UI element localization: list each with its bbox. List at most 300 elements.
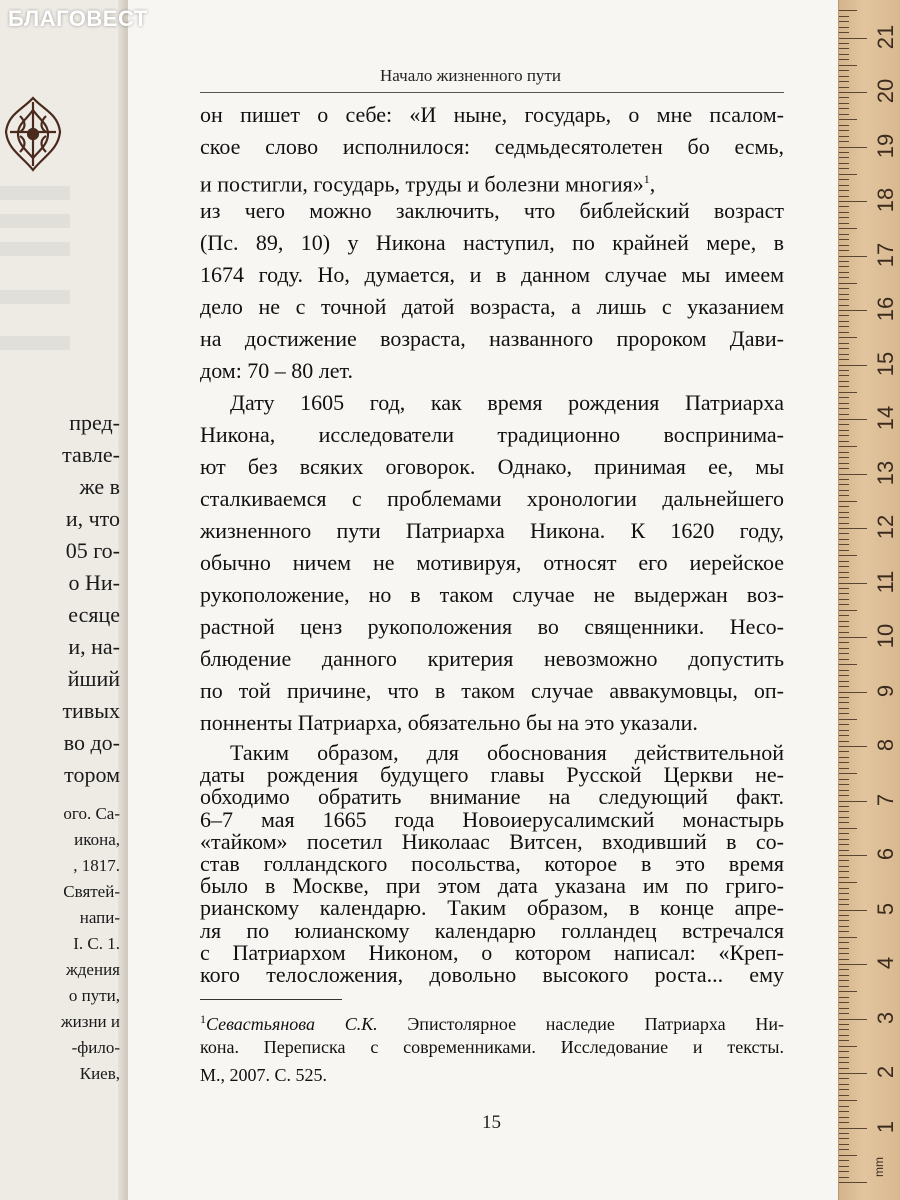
left-text-fragment: и, на- <box>68 634 120 659</box>
ruler-tick <box>839 348 849 349</box>
ruler-tick <box>839 266 849 267</box>
ruler-tick <box>839 937 857 938</box>
ruler-tick <box>839 408 849 409</box>
ruler-tick <box>839 441 849 442</box>
ruler-tick <box>839 610 857 611</box>
ruler-tick <box>839 648 849 649</box>
ruler-tick <box>839 926 849 927</box>
footnote-line: М., 2007. С. 525. <box>200 1065 328 1085</box>
text-line: 1674 году. Но, думается, и в данном случае мы имеем <box>200 262 784 287</box>
ruler-number: 17 <box>873 242 898 268</box>
ruler-tick <box>839 463 849 464</box>
ruler-tick <box>839 414 849 415</box>
ruler-tick <box>839 566 849 567</box>
ruler-tick <box>839 686 849 687</box>
ruler-tick <box>839 871 849 872</box>
ruler-number: 8 <box>873 738 898 752</box>
ruler-tick <box>839 833 849 834</box>
footnote-rule <box>200 999 342 1000</box>
ruler-number: 20 <box>873 78 898 104</box>
ruler-tick <box>839 583 867 584</box>
ruler-tick <box>839 386 849 387</box>
ruler-tick <box>839 877 849 878</box>
text-line: сталкиваемся с проблемами хронологии дальнейшего <box>200 486 784 511</box>
ruler-tick <box>839 103 849 104</box>
ruler-tick <box>839 1078 849 1079</box>
ruler-tick <box>839 196 849 197</box>
ruler-tick <box>839 664 857 665</box>
ruler-tick <box>839 817 849 818</box>
ruler-number: 13 <box>873 460 898 486</box>
ruler-tick <box>839 784 849 785</box>
ruler-tick <box>839 239 849 240</box>
left-footnote-fragment: , 1817. <box>73 856 120 875</box>
footnote-author: Севастьянова С.К. <box>206 1014 378 1034</box>
ruler-tick <box>839 1166 849 1167</box>
ornament-icon <box>0 92 66 176</box>
left-text-fragment: тором <box>64 762 120 787</box>
text-line: даты рождения будущего главы Русской Церкви не- <box>200 762 784 787</box>
ruler-number: 19 <box>873 133 898 159</box>
left-footnote-fragment: напи- <box>79 908 120 927</box>
ruler-tick <box>839 81 849 82</box>
ruler-tick <box>839 626 849 627</box>
ruler-tick <box>839 1155 857 1156</box>
ruler-tick <box>839 975 849 976</box>
ruler-tick <box>839 1106 849 1107</box>
ruler-tick <box>839 1013 849 1014</box>
text-line: (Пс. 89, 10) у Никона наступил, по крайней мере, в <box>200 230 784 255</box>
ruler-tick <box>839 931 849 932</box>
ruler-tick <box>839 768 849 769</box>
ruler-tick <box>839 860 849 861</box>
ruler-tick <box>839 866 849 867</box>
ruler-tick <box>839 245 849 246</box>
ruler-tick <box>839 713 849 714</box>
ruler-tick <box>839 572 849 573</box>
text-line: понненты Патриарха, обязательно бы на это указали. <box>200 710 698 735</box>
ruler-tick <box>839 59 849 60</box>
text-line: Дату 1605 год, как время рождения Патриарха <box>230 390 784 415</box>
ruler-number: 16 <box>873 296 898 322</box>
footnote-text: Эпистолярное наследие Патриарха Ни- <box>377 1014 785 1034</box>
ruler-tick <box>839 343 849 344</box>
text-line: став голландского посольства, которое в это время <box>200 851 784 876</box>
ruler-tick <box>839 751 849 752</box>
ruler-tick <box>839 741 849 742</box>
ruler-tick <box>839 882 857 883</box>
ruler-tick <box>839 32 849 33</box>
ruler-tick <box>839 719 857 720</box>
ruler-tick <box>839 959 849 960</box>
ruler-tick <box>839 474 867 475</box>
ruler-tick <box>839 354 849 355</box>
ruler-tick <box>839 953 849 954</box>
left-footnote-fragment: -фило- <box>71 1038 120 1057</box>
ruler-tick <box>839 277 849 278</box>
text-line: из чего можно заключить, что библейский возраст <box>200 198 784 223</box>
ruler-tick <box>839 1002 849 1003</box>
ruler-tick <box>839 893 849 894</box>
ruler-number: 18 <box>873 187 898 213</box>
ruler-tick <box>839 310 867 311</box>
ruler-number: 1 <box>873 1120 898 1134</box>
ruler-tick <box>839 986 849 987</box>
ruler-tick <box>839 206 849 207</box>
ruler-number: 4 <box>873 956 898 970</box>
ruler-tick <box>839 419 867 420</box>
ruler-tick <box>839 1128 867 1129</box>
text-line: он пишет о себе: «И ныне, государь, о мне псалом- <box>200 102 784 127</box>
ruler-tick <box>839 1095 849 1096</box>
ruler-tick <box>839 125 849 126</box>
ruler-tick <box>839 152 849 153</box>
ruler-tick <box>839 1117 849 1118</box>
ruler-tick <box>839 392 857 393</box>
ruler-tick <box>839 653 849 654</box>
text-line: жизненного пути Патриарха Никона. К 1620 году, <box>200 518 784 543</box>
ruler-tick <box>839 762 849 763</box>
ruler-tick <box>839 735 849 736</box>
ruler-tick <box>839 501 857 502</box>
ruler-tick <box>839 692 867 693</box>
text-line: 6–7 мая 1665 года Новоиерусалимский монастырь <box>200 807 784 832</box>
ruler-tick <box>839 1177 849 1178</box>
ruler-tick <box>839 899 849 900</box>
ruler-tick <box>839 256 867 257</box>
left-text-fragment: же в <box>79 474 120 499</box>
ruler-tick <box>839 964 867 965</box>
ruler-tick <box>839 163 849 164</box>
ruler-tick <box>839 1008 849 1009</box>
ruler-tick <box>839 512 849 513</box>
ruler-tick <box>839 288 849 289</box>
left-text-fragment: пред- <box>69 410 120 435</box>
running-head: Начало жизненного пути <box>380 66 561 85</box>
ruler-tick <box>839 370 849 371</box>
ruler-tick <box>839 48 849 49</box>
ruler-tick <box>839 577 849 578</box>
ruler-tick <box>839 119 857 120</box>
ruler-tick <box>839 446 857 447</box>
footnote-line <box>200 1006 784 1037</box>
ruler-tick <box>839 523 849 524</box>
ruler-tick <box>839 424 849 425</box>
ruler-tick <box>839 517 849 518</box>
ruler-tick <box>839 670 849 671</box>
left-footnote-fragment: Киев, <box>79 1064 120 1083</box>
ruler-tick <box>839 904 849 905</box>
ruler-tick <box>839 969 849 970</box>
ruler-tick <box>839 337 857 338</box>
ruler-tick <box>839 495 849 496</box>
ruler-tick <box>839 550 849 551</box>
ruler-tick <box>839 294 849 295</box>
ruler-tick <box>839 599 849 600</box>
ruler-tick <box>839 1160 849 1161</box>
text-line: Таким образом, для обоснования действительной <box>230 740 784 765</box>
text-line: с Патриархом Никоном, о котором написал: «Креп- <box>200 940 784 965</box>
ruler-number: 14 <box>873 405 898 431</box>
ruler-tick <box>839 108 849 109</box>
text-line: ля по юлианскому календарю голландец встречался <box>200 918 784 943</box>
ruler-tick <box>839 795 849 796</box>
ruler-tick <box>839 27 849 28</box>
ruler-tick <box>839 773 857 774</box>
ruler-number: 11 <box>873 570 898 594</box>
ruler-tick <box>839 920 849 921</box>
ruler-tick <box>839 190 849 191</box>
text-line: ют без всяких оговорок. Однако, принимая ее, мы <box>200 454 784 479</box>
left-footnote-fragment: Святей- <box>63 882 120 901</box>
ruler-tick <box>839 326 849 327</box>
ruler-tick <box>839 790 849 791</box>
ruler-tick <box>839 942 849 943</box>
wooden-ruler <box>838 0 900 1200</box>
ruler-tick <box>839 1171 849 1172</box>
left-footnote-fragment: икона, <box>74 830 120 849</box>
left-text-fragment: есяце <box>68 602 120 627</box>
ruler-tick <box>839 642 849 643</box>
ruler-tick <box>839 375 849 376</box>
footnote-mark: 1 <box>200 1012 206 1026</box>
text-line <box>200 164 784 199</box>
ruler-tick <box>839 746 867 747</box>
left-footnote-fragment: I. С. 1. <box>73 934 120 953</box>
ruler-tick <box>839 87 849 88</box>
ruler-tick <box>839 92 867 93</box>
left-text-fragment: тивых <box>62 698 120 723</box>
text-line: дело не с точной датой возраста, а лишь с указанием <box>200 294 784 319</box>
footnote-line: кона. Переписка с современниками. Исследование и тексты. <box>200 1037 784 1057</box>
ruler-tick <box>839 588 849 589</box>
left-text-fragment: и, что <box>65 506 120 531</box>
ruler-tick <box>839 844 849 845</box>
ruler-tick <box>839 54 849 55</box>
ruler-tick <box>839 403 849 404</box>
ruler-tick <box>839 604 849 605</box>
left-footnote-fragment: ого. Са- <box>63 804 120 823</box>
left-footnote-fragment: жизни и <box>60 1012 120 1031</box>
ruler-tick <box>839 593 849 594</box>
ruler-tick <box>839 544 849 545</box>
ruler-tick <box>839 1029 849 1030</box>
ruler-tick <box>839 179 849 180</box>
ruler-tick <box>839 168 849 169</box>
ruler-tick <box>839 16 849 17</box>
text-line-punct: , <box>649 171 656 197</box>
text-line: рукоположение, но в таком случае не выдержан воз- <box>200 582 784 607</box>
ruler-number: 2 <box>873 1065 898 1079</box>
ruler-tick <box>839 114 849 115</box>
ruler-tick <box>839 212 849 213</box>
page-number: 15 <box>482 1112 501 1133</box>
ruler-tick <box>839 806 849 807</box>
ruler-tick <box>839 1133 849 1134</box>
text-line: кого телосложения, довольно высокого роста... ему <box>200 962 784 987</box>
ruler-tick <box>839 435 849 436</box>
ruler-unit-label: mm <box>872 1157 886 1177</box>
ruler-number: 3 <box>873 1011 898 1025</box>
ruler-tick <box>839 174 857 175</box>
text-line: обходимо обратить внимание на следующий факт. <box>200 784 784 809</box>
ruler-tick <box>839 1051 849 1052</box>
ruler-tick <box>839 130 849 131</box>
ruler-tick <box>839 1138 849 1139</box>
ruler-tick <box>839 234 849 235</box>
ruler-tick <box>839 452 849 453</box>
ruler-tick <box>839 1035 849 1036</box>
ruler-tick <box>839 147 867 148</box>
ruler-tick <box>839 528 867 529</box>
left-footnote-fragment: о пути, <box>68 986 120 1005</box>
ruler-tick <box>839 555 857 556</box>
ruler-tick <box>839 70 849 71</box>
ruler-number: 21 <box>873 24 898 50</box>
ruler-tick <box>839 76 849 77</box>
ruler-tick <box>839 283 857 284</box>
ruler-number: 5 <box>873 902 898 916</box>
ruler-tick <box>839 1100 857 1101</box>
ruler-number: 6 <box>873 847 898 861</box>
ruler-tick <box>839 1068 849 1069</box>
watermark-logo: БЛАГОВЕСТ <box>8 6 148 31</box>
text-line: рианскому календарю. Таким образом, в конце апре- <box>200 895 784 920</box>
ruler-tick <box>839 1062 849 1063</box>
ruler-tick <box>839 1073 867 1074</box>
ruler-tick <box>839 321 849 322</box>
ruler-tick <box>839 430 849 431</box>
left-text-fragment: о Ни- <box>68 570 120 595</box>
ruler-tick <box>839 702 849 703</box>
text-line: Никона, исследователи традиционно воспринима- <box>200 422 784 447</box>
footnote-reference: 1 <box>643 172 650 186</box>
ruler-tick <box>839 839 849 840</box>
ruler-tick <box>839 621 849 622</box>
ruler-tick <box>839 822 849 823</box>
ruler-tick <box>839 1182 867 1183</box>
ruler-tick <box>839 1089 849 1090</box>
ruler-tick <box>839 659 849 660</box>
ruler-number: 12 <box>873 514 898 540</box>
ruler-tick <box>839 681 849 682</box>
ruler-tick <box>839 1019 867 1020</box>
ruler-tick <box>839 888 849 889</box>
text-line: было в Москве, при этом дата указана им по григо- <box>200 873 784 898</box>
ruler-tick <box>839 365 867 366</box>
ruler-tick <box>839 948 849 949</box>
ruler-tick <box>839 1057 849 1058</box>
text-line: растной ценз рукоположения во священники. Несо- <box>200 614 784 639</box>
ruler-tick <box>839 730 849 731</box>
text-line: ское слово исполнилося: седмьдесятолетен бо есмь, <box>200 134 784 159</box>
ruler-tick <box>839 708 849 709</box>
left-text-fragment: 05 го- <box>65 538 120 563</box>
ruler-tick <box>839 484 849 485</box>
ruler-tick <box>839 157 849 158</box>
ruler-tick <box>839 632 849 633</box>
text-line: обычно ничем не мотивируя, относят его иерейское <box>200 550 784 575</box>
ruler-tick <box>839 217 849 218</box>
ruler-tick <box>839 136 849 137</box>
ruler-tick <box>839 65 857 66</box>
ruler-tick <box>839 468 849 469</box>
ruler-tick <box>839 250 849 251</box>
ruler-tick <box>839 10 857 11</box>
ruler-tick <box>839 1024 849 1025</box>
ruler-tick <box>839 490 849 491</box>
left-text-fragment: тавле- <box>62 442 120 467</box>
ruler-tick <box>839 855 867 856</box>
ruler-tick <box>839 272 849 273</box>
ruler-tick <box>839 1122 849 1123</box>
header-rule <box>200 92 784 93</box>
ruler-number: 7 <box>873 793 898 807</box>
left-footnote-fragment: ждения <box>66 960 120 979</box>
ruler-tick <box>839 801 867 802</box>
ruler-tick <box>839 261 849 262</box>
text-line-content: и постигли, государь, труды и болезни многия» <box>200 171 644 197</box>
ruler-tick <box>839 539 849 540</box>
text-line: «тайком» посетил Николаас Витсен, входивший в со- <box>200 829 784 854</box>
ruler-tick <box>839 359 849 360</box>
ruler-tick <box>839 1149 849 1150</box>
ruler-tick <box>839 811 849 812</box>
ruler-number: 10 <box>873 623 898 649</box>
text-line: блюдение данного критерия невозможно допустить <box>200 646 784 671</box>
ruler-tick <box>839 141 849 142</box>
ruler-tick <box>839 305 849 306</box>
text-line: дом: 70 – 80 лет. <box>200 358 354 383</box>
ruler-tick <box>839 506 849 507</box>
ruler-tick <box>839 697 849 698</box>
ruler-tick <box>839 185 849 186</box>
ruler-tick <box>839 533 849 534</box>
text-line: на достижение возраста, названного пророком Дави- <box>200 326 784 351</box>
ruler-tick <box>839 332 849 333</box>
ruler-tick <box>839 997 849 998</box>
ruler-tick <box>839 457 849 458</box>
ruler-tick <box>839 97 849 98</box>
ruler-tick <box>839 828 857 829</box>
left-text-fragment: во до- <box>63 730 120 755</box>
ruler-number: 15 <box>873 351 898 377</box>
ruler-tick <box>839 561 849 562</box>
ruler-tick <box>839 910 867 911</box>
ruler-tick <box>839 201 867 202</box>
ruler-tick <box>839 757 849 758</box>
ruler-tick <box>839 637 867 638</box>
ruler-tick <box>839 850 849 851</box>
ruler-tick <box>839 1046 857 1047</box>
ruler-tick <box>839 43 849 44</box>
ruler-tick <box>839 397 849 398</box>
text-line: по той причине, что в таком случае аввакумовцы, оп- <box>200 678 784 703</box>
ruler-tick <box>839 980 849 981</box>
ruler-tick <box>839 1144 849 1145</box>
ruler-tick <box>839 315 849 316</box>
ruler-tick <box>839 915 849 916</box>
ruler-number: 9 <box>873 684 898 698</box>
left-text-fragment: йший <box>67 666 120 691</box>
ruler-tick <box>839 21 849 22</box>
ruler-tick <box>839 1040 849 1041</box>
ruler-tick <box>839 1111 849 1112</box>
ruler-tick <box>839 675 849 676</box>
ruler-tick <box>839 1084 849 1085</box>
ruler-tick <box>839 38 867 39</box>
ruler-tick <box>839 228 857 229</box>
